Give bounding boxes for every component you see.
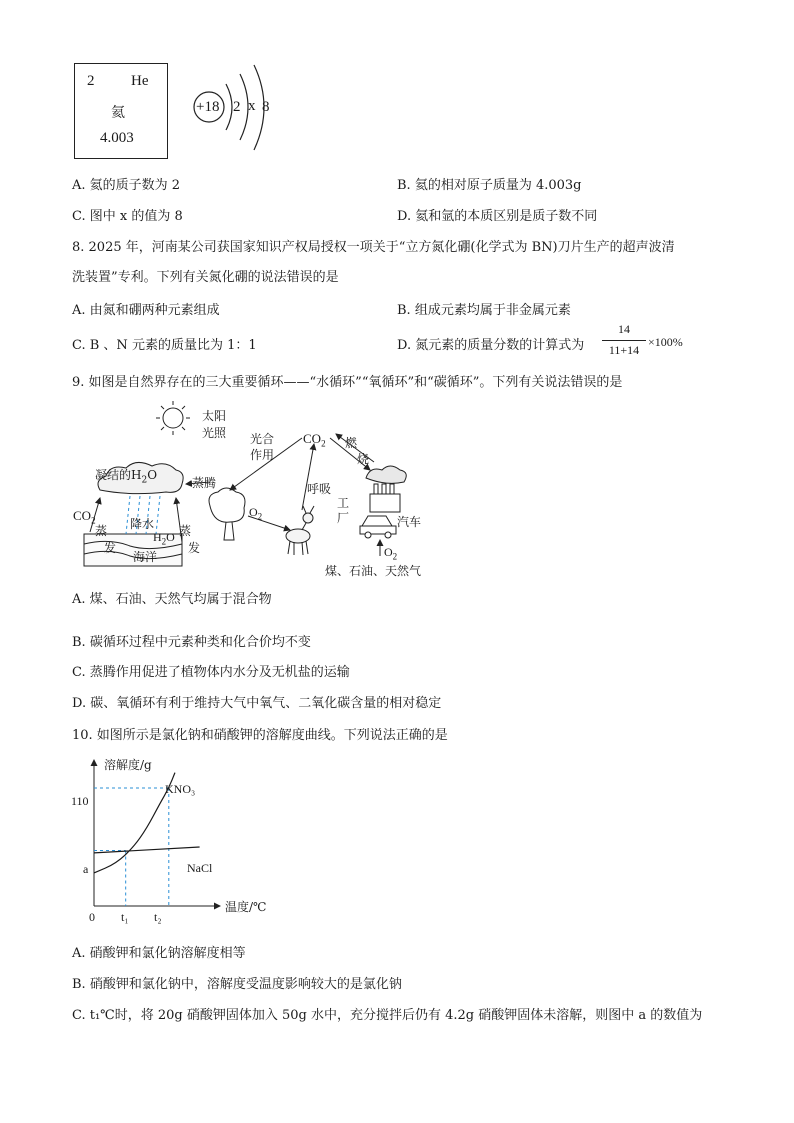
fraction-numerator: 14	[618, 322, 630, 336]
deer-icon	[286, 506, 314, 555]
x-tick-t1: t₁	[121, 910, 129, 924]
shell-3-count: 8	[262, 99, 270, 115]
label-respiration: 呼吸	[307, 482, 332, 496]
chart-origin: 0	[89, 910, 95, 924]
label-co2-left: $CO_2$	[73, 508, 96, 526]
q7-option-b: B. 氦的相对原子质量为 4.003g	[397, 178, 582, 193]
label-photo-1: 光合	[250, 432, 275, 446]
element-symbol: He	[131, 73, 149, 89]
label-evap-right-1: 蒸	[179, 524, 192, 538]
label-h2o: $H_2O$	[153, 530, 175, 547]
q10-option-b: B. 硝酸钾和氯化钠中，溶解度受温度影响较大的是氯化钠	[72, 977, 402, 992]
q10-stem: 10. 如图所示是氯化钠和硝酸钾的溶解度曲线。下列说法正确的是	[72, 728, 448, 743]
chart-ylabel: 溶解度/g	[104, 758, 152, 772]
q8-stem-line1: 8. 2025 年，河南某公司获国家知识产权局授权一项关于“立方氮化硼(化学式为 BN)刀片生产的超声波清	[72, 240, 675, 255]
q9-stem: 9. 如图是自然界存在的三大重要循环——“水循环”“氧循环”和“碳循环”。下列有关说法错误的是	[72, 375, 623, 390]
label-rain: 降水	[130, 517, 155, 531]
shell-1-count: 2	[233, 99, 241, 115]
label-factory-1: 工	[337, 496, 350, 510]
label-evap-left-1: 蒸	[95, 524, 108, 538]
y-tick-a: a	[83, 862, 89, 876]
atomic-mass: 4.003	[100, 130, 134, 146]
y-tick-110: 110	[71, 794, 89, 808]
label-transpiration: 蒸腾	[192, 476, 217, 490]
series-label-kno3: KNO₃	[165, 782, 196, 796]
label-factory-2: 厂	[337, 511, 350, 525]
label-o2-bottom: $O_2$	[384, 545, 398, 562]
label-burn-2: 烧	[357, 452, 370, 466]
car-icon	[360, 516, 396, 538]
q8-option-b: B. 组成元素均属于非金属元素	[397, 303, 571, 318]
q9-option-a: A. 煤、石油、天然气均属于混合物	[72, 592, 272, 607]
q7-option-d: D. 氦和氩的本质区别是质子数不同	[397, 209, 598, 224]
label-evap-right-2: 发	[188, 541, 201, 555]
series-line-1	[94, 847, 200, 853]
label-photo-2: 作用	[250, 448, 275, 462]
q8-option-d-suffix: ×100%	[648, 335, 683, 349]
label-cloud: 凝结的$H_2O$	[95, 468, 158, 486]
q10-option-c: C. t₁℃时，将 20g 硝酸钾固体加入 50g 水中，充分搅拌后仍有 4.2g 硝酸钾固体未溶解，则图中 a 的数值为	[72, 1008, 703, 1023]
label-burn-1: 燃	[345, 436, 358, 450]
q9-option-d: D. 碳、氧循环有利于维持大气中氧气、二氧化碳含量的相对稳定	[72, 696, 442, 711]
element-name: 氦	[111, 105, 125, 121]
label-o2-mid: $O_2$	[249, 505, 263, 522]
x-tick-t2: t₂	[154, 910, 162, 924]
q9-option-c: C. 蒸腾作用促进了植物体内水分及无机盐的运输	[72, 665, 350, 680]
label-sea: 海洋	[133, 550, 158, 564]
label-co2-top: $CO_2$	[303, 431, 326, 449]
series-label-nacl: NaCl	[187, 861, 213, 875]
q8-stem-line2: 洗装置”专利。下列有关氮化硼的说法错误的是	[72, 270, 339, 285]
chart-xlabel: 温度/℃	[225, 900, 267, 914]
label-fuels: 煤、石油、天然气	[325, 564, 422, 578]
fraction-denominator: 11+14	[608, 343, 640, 357]
shell-2-count: x	[248, 98, 256, 114]
sun-icon	[156, 401, 190, 435]
q9-option-b: B. 碳循环过程中元素种类和化合价均不变	[72, 635, 311, 650]
q7-option-a: A. 氦的质子数为 2	[72, 178, 181, 193]
arrow-respiration	[302, 444, 314, 510]
atomic-number: 2	[87, 73, 95, 89]
element-card	[74, 63, 168, 159]
label-evap-left-2: 发	[104, 541, 117, 555]
label-sun-1: 太阳	[202, 409, 227, 423]
q8-option-a: A. 由氮和硼两种元素组成	[72, 303, 220, 318]
q10-option-a: A. 硝酸钾和氯化钠溶解度相等	[72, 946, 246, 961]
q7-option-c: C. 图中 x 的值为 8	[72, 209, 183, 224]
tree-icon	[209, 488, 245, 540]
label-sun-2: 光照	[202, 426, 227, 440]
q8-option-c: C. B 、N 元素的质量比为 1：1	[72, 338, 257, 353]
label-car: 汽车	[397, 515, 422, 529]
q8-option-d-prefix: D. 氮元素的质量分数的计算式为	[397, 338, 585, 353]
nucleus-charge: +18	[196, 99, 220, 115]
fraction-bar	[602, 340, 646, 341]
factory-icon	[366, 466, 406, 512]
